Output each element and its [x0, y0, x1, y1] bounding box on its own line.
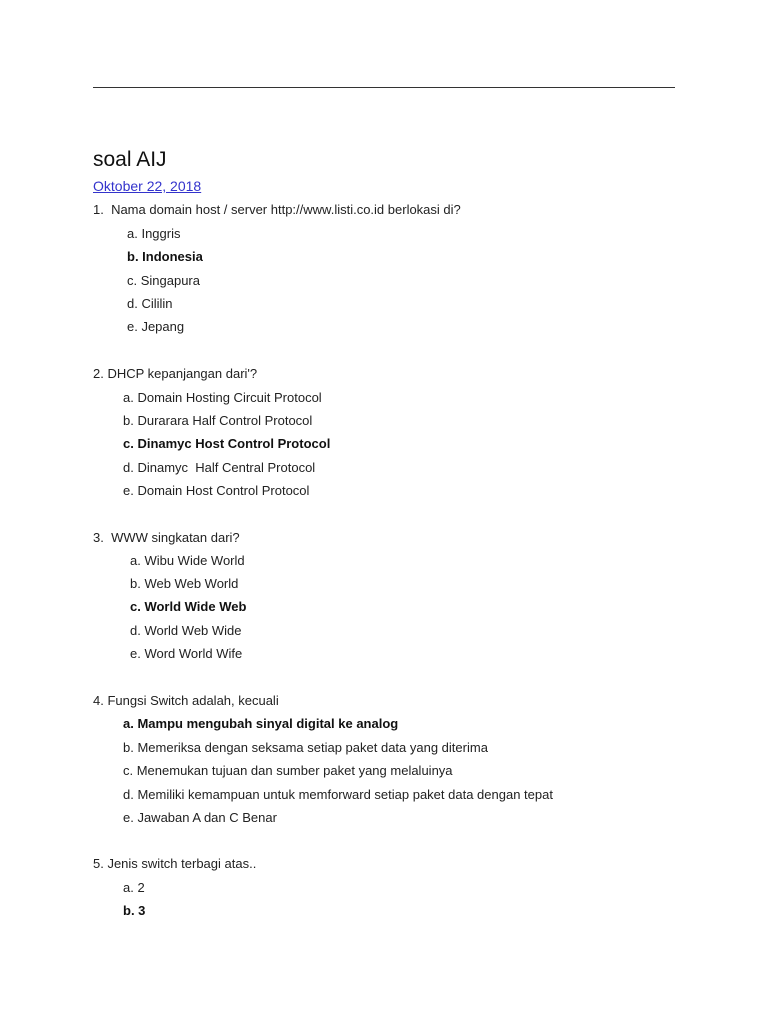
question-2-option-a: a. Domain Hosting Circuit Protocol: [123, 390, 322, 405]
question-1-option-c: c. Singapura: [127, 273, 200, 288]
question-4: 4. Fungsi Switch adalah, kecuali: [93, 693, 279, 708]
question-3-option-e: e. Word World Wife: [130, 646, 243, 661]
question-1-option-a: a. Inggris: [127, 226, 181, 241]
question-2-option-c: c. Dinamyc Host Control Protocol: [123, 436, 331, 451]
question-5: 5. Jenis switch terbagi atas..: [93, 856, 257, 871]
question-5-option-a: a. 2: [123, 880, 145, 895]
question-3-option-a: a. Wibu Wide World: [130, 553, 245, 568]
question-3: 3. WWW singkatan dari?: [93, 530, 240, 545]
question-3-option-b: b. Web Web World: [130, 576, 239, 591]
question-2: 2. DHCP kepanjangan dari'?: [93, 366, 258, 381]
question-5-option-b: b. 3: [123, 903, 146, 918]
question-1-option-e: e. Jepang: [127, 319, 185, 334]
post-title: soal AIJ: [93, 148, 167, 171]
question-4-option-a: a. Mampu mengubah sinyal digital ke analog: [123, 716, 399, 731]
question-2-option-b: b. Durarara Half Control Protocol: [123, 413, 313, 428]
question-1: 1. Nama domain host / server http://www.listi.co.id berlokasi di?: [93, 202, 461, 217]
question-2-option-d: d. Dinamyc Half Central Protocol: [123, 460, 316, 475]
question-1-option-d: d. Cililin: [127, 296, 173, 311]
post-date-link[interactable]: Oktober 22, 2018: [93, 178, 202, 194]
question-3-option-c: c. World Wide Web: [130, 599, 247, 614]
question-4-option-c: c. Menemukan tujuan dan sumber paket yang melaluinya: [123, 763, 453, 778]
question-2-option-e: e. Domain Host Control Protocol: [123, 483, 310, 498]
question-4-option-d: d. Memiliki kemampuan untuk memforward setiap paket data dengan tepat: [123, 787, 553, 802]
question-1-option-b: b. Indonesia: [127, 249, 203, 264]
top-divider: [93, 87, 675, 88]
question-4-option-e: e. Jawaban A dan C Benar: [123, 810, 277, 825]
question-4-option-b: b. Memeriksa dengan seksama setiap paket data yang diterima: [123, 740, 488, 755]
question-3-option-d: d. World Web Wide: [130, 623, 242, 638]
